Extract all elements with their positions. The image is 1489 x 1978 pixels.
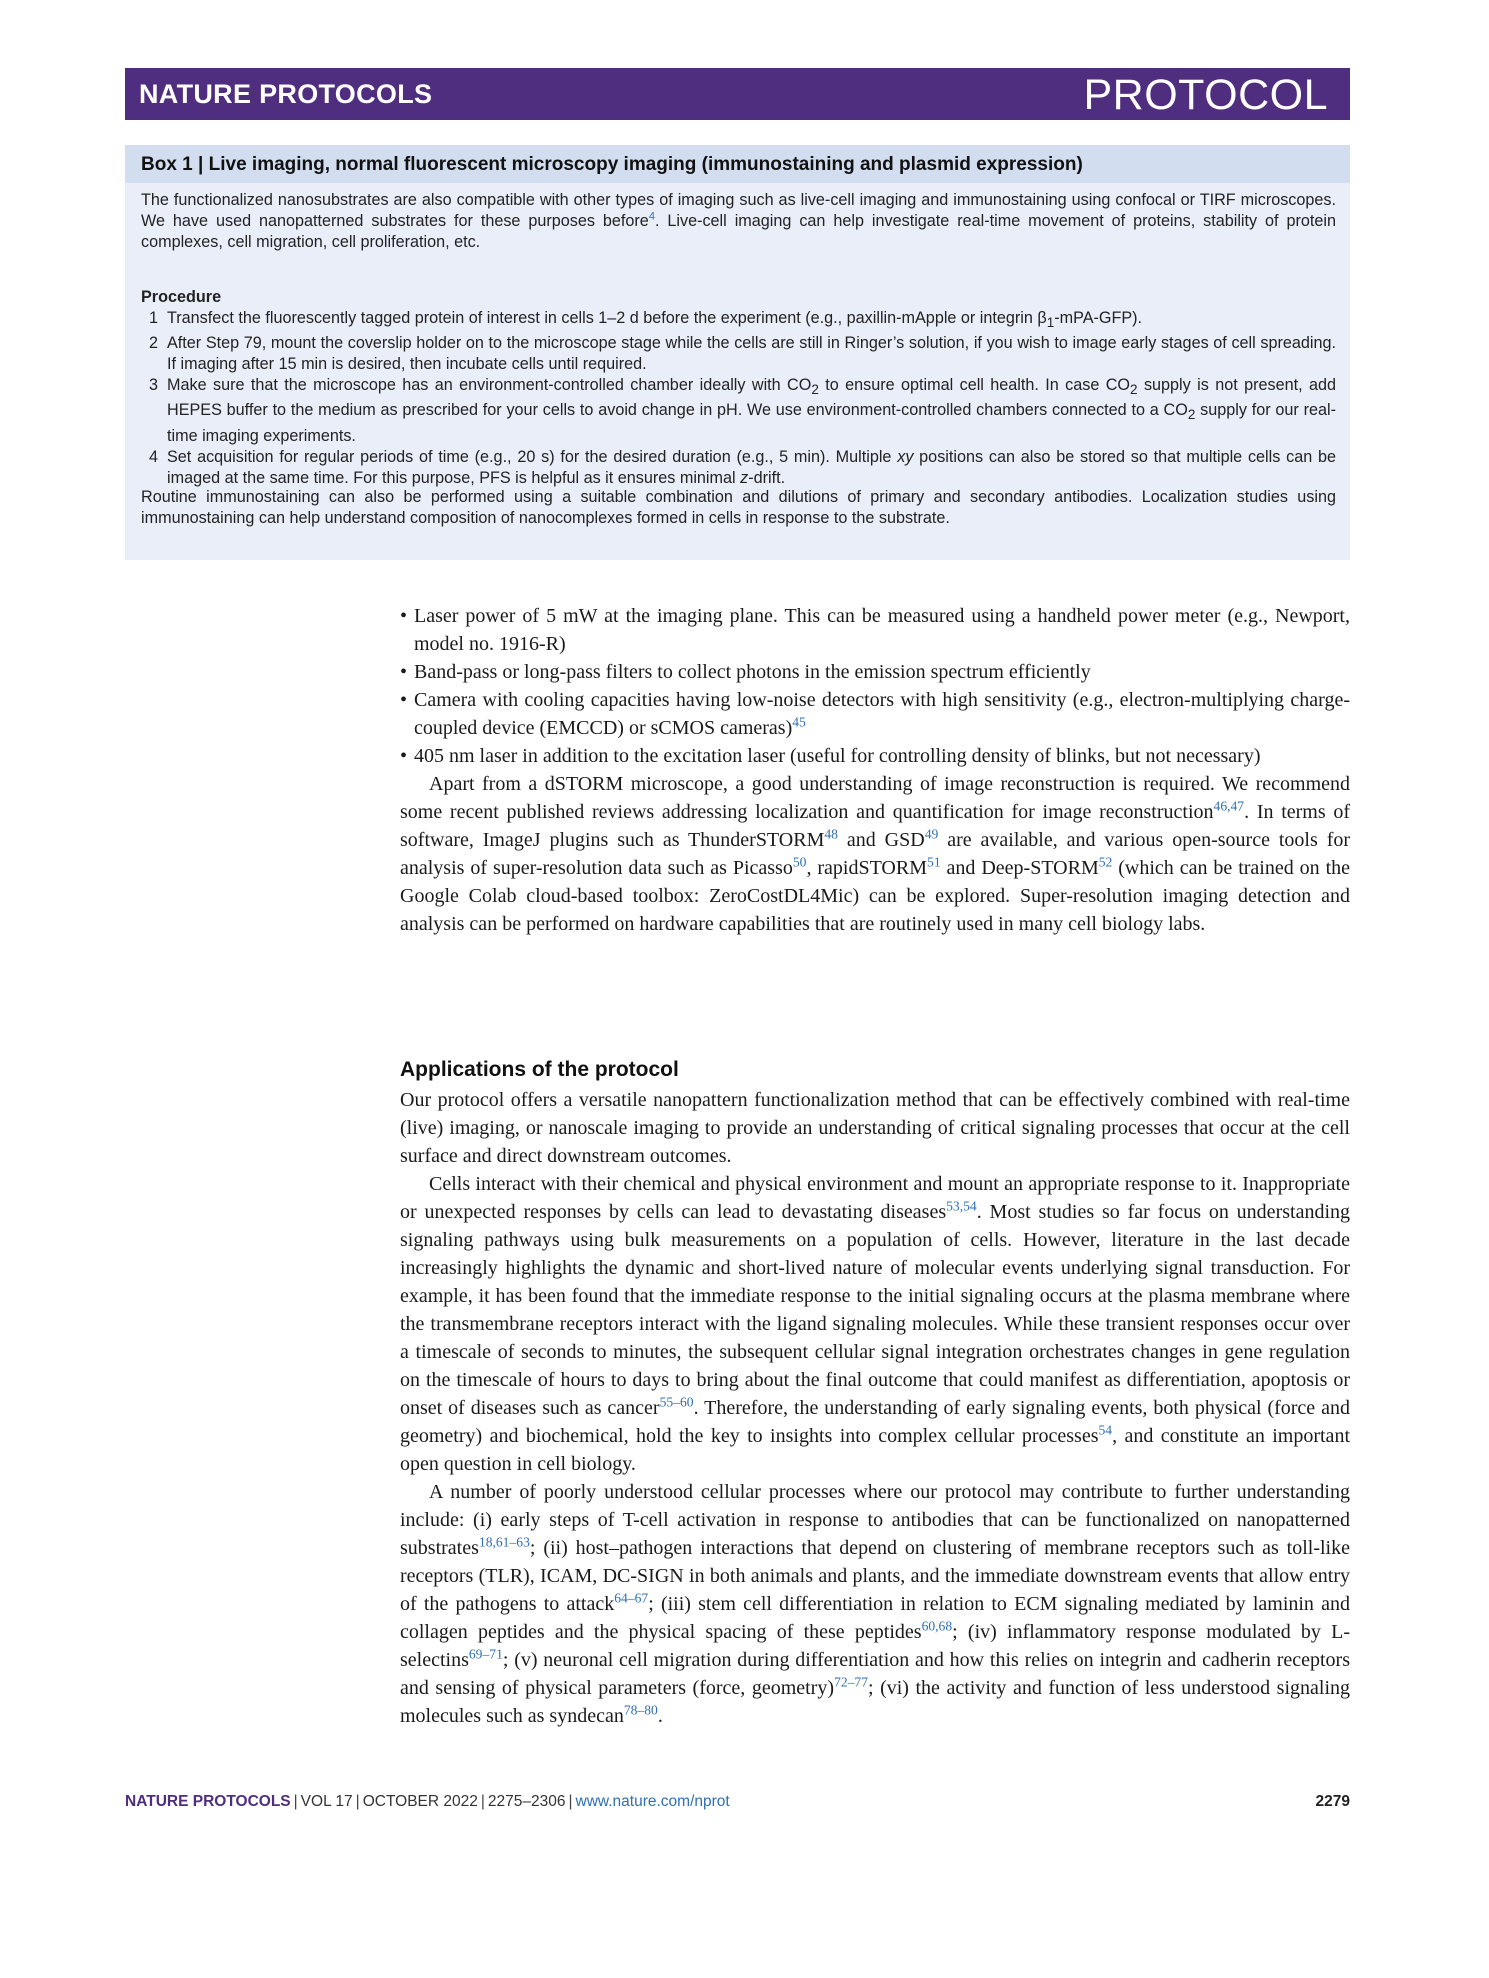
journal-name: NATURE PROTOCOLS xyxy=(139,79,433,109)
article-type: PROTOCOL xyxy=(1083,71,1328,119)
footer-url-link[interactable]: www.nature.com/nprot xyxy=(575,1793,730,1810)
paragraph: A number of poorly understood cellular processes where our protocol may contribute to further understanding include: (i) early steps of T-cell activation in response to antibodies that can be functionalized on nanopatterned substrates$^{18,61-63}$; (ii) host–pathogen interactions that depend on clustering of membrane receptors such as toll-like receptors (TLR), ICAM, DC-SIGN in both animals and plants, and the immediate downstream events that allow entry of the pathogens to attack$^{64-67}$; (iii) stem cell differentiation in relation to ECM signaling mediated by laminin and collagen peptides and the physical spacing of these peptides$^{60,68}$; (iv) inflammatory response modulated by L-selectins$^{69-71}$; (v) neuronal cell migration during differentiation and how this relies on integrin and cadherin receptors and sensing of physical parameters (force, geometry)$^{72-77}$; (vi) the activity and function of less understood signaling molecules such as syndecan$^{78-80}$. xyxy=(400,1481,1351,1727)
citation[interactable]: 72–77 xyxy=(834,1674,868,1690)
citation[interactable]: 48 xyxy=(824,826,838,842)
box-title: Box 1 | Live imaging, normal fluorescent microscopy imaging (immunostaining and plasmid expression) xyxy=(141,154,1083,175)
procedure-step: 1 Transfect the fluorescently tagged protein of interest in cells 1–2 d before the experiment (e.g., paxillin-mApple or integrin $\beta_1-mPA-GFP$). xyxy=(149,309,1143,331)
box-title-bar xyxy=(125,145,1350,183)
journal-banner xyxy=(125,68,1350,120)
procedure-steps xyxy=(141,308,1336,489)
footer-citation: NATURE PROTOCOLS | VOL 17 | OCTOBER 2022 | 2275–2306 | www.nature.com/nprot xyxy=(125,1793,730,1810)
procedure-step: 2 After Step 79, mount the coverslip holder on to the microscope stage while the cells are still in Ringer’s solution, if you wish to image early stages of cell spreading. If imaging after 15 min is desired, then incubate cells until required. xyxy=(149,334,1336,374)
procedure-heading: Procedure xyxy=(141,288,222,306)
citation[interactable]: 51 xyxy=(927,854,941,870)
applications-section xyxy=(400,1086,1350,1730)
procedure-step: 3 Make sure that the microscope has an environment-controlled chamber ideally with $CO_2$ to ensure optimal cell health. In case $CO_2$ supply is not present, add HEPES buffer to the medium as prescribed for your cells to avoid change in pH. We use environment-controlled chambers connected to a $CO_2$ supply for our real-time imaging experiments. xyxy=(149,376,1336,445)
citation[interactable]: 78–80 xyxy=(623,1702,658,1718)
footer-journal: NATURE PROTOCOLS xyxy=(125,1793,291,1810)
list-item: • 405 nm laser in addition to the excitation laser (useful for controlling density of blinks, but not necessary) xyxy=(400,745,1261,767)
citation[interactable]: 64–67 xyxy=(614,1590,649,1606)
citation[interactable]: 52 xyxy=(1098,854,1113,870)
citation[interactable]: 45 xyxy=(792,714,806,730)
section-heading: Applications of the protocol xyxy=(400,1058,679,1081)
citation[interactable]: 53,54 xyxy=(946,1198,977,1214)
citation[interactable]: 18,61–63 xyxy=(478,1534,530,1550)
citation[interactable]: 4 xyxy=(648,210,655,223)
citation[interactable]: 49 xyxy=(924,826,939,842)
page-number: 2279 xyxy=(1315,1793,1350,1810)
citation[interactable]: 60,68 xyxy=(921,1618,953,1634)
equipment-list xyxy=(400,602,1350,938)
box-1 xyxy=(125,145,1350,560)
footer-pages: 2275–2306 xyxy=(487,1793,566,1810)
footer-volume: VOL 17 xyxy=(300,1793,353,1810)
citation[interactable]: 54 xyxy=(1098,1422,1113,1438)
paragraph: Our protocol offers a versatile nanopattern functionalization method that can be effectively combined with real-time (live) imaging, or nanoscale imaging to provide an understanding of critical signaling processes that occur at the cell surface and direct downstream outcomes. xyxy=(400,1089,1350,1167)
paragraph: Cells interact with their chemical and physical environment and mount an appropriate response to it. Inappropriate or unexpected responses by cells can lead to devastating diseases$^{53,54}$. Most studies so far focus on understanding signaling pathways using bulk measurements on a population of cells. However, literature in the last decade increasingly highlights the dynamic and short-lived nature of molecular events underlying signal transduction. For example, it has been found that the immediate response to the initial signaling occurs at the plasma membrane where the transmembrane receptors interact with the ligand signaling molecules. While these transient responses occur over a timescale of seconds to minutes, the subsequent cellular signal integration orchestrates changes in gene regulation on the timescale of hours to days to bring about the final outcome that could manifest as differentiation, apoptosis or onset of diseases such as cancer$^{55-60}$. Therefore, the understanding of early signaling events, both physical (force and geometry) and biochemical, hold the key to insights into complex cellular processes$^{54}$, and constitute an important open question in cell biology. xyxy=(400,1173,1351,1475)
dstorm-paragraph: Apart from a dSTORM microscope, a good understanding of image reconstruction is required. We recommend some recent published reviews addressing localization and quantification for image reconstruction$^{46,47}$. In terms of software, ImageJ plugins such as ThunderSTORM$^{48}$ and GSD$^{49}$ are available, and various open-source tools for analysis of super-resolution data such as Picasso$^{50}$, rapidSTORM$^{51}$ and Deep-STORM$^{52}$ (which can be trained on the Google Colab cloud-based toolbox: ZeroCostDL4Mic) can be explored. Super-resolution imaging detection and analysis can be performed on hardware capabilities that are routinely used in many cell biology labs. xyxy=(400,773,1351,935)
footer-date: OCTOBER 2022 xyxy=(362,1793,478,1810)
citation[interactable]: 46,47 xyxy=(1213,798,1245,814)
list-item: • Camera with cooling capacities having low-noise detectors with high sensitivity (e.g., electron-multiplying charge-coupled device (EMCCD) or sCMOS cameras)$^{45}$ xyxy=(400,689,1350,739)
citation[interactable]: 50 xyxy=(792,854,807,870)
list-item: • Band-pass or long-pass filters to collect photons in the emission spectrum efficiently xyxy=(400,661,1091,683)
box-outro: Routine immunostaining can also be performed using a suitable combination and dilutions of primary and secondary antibodies. Localization studies using immunostaining can help understand composition of nanocomplexes formed in cells in response to the substrate. xyxy=(141,488,1336,527)
citation[interactable]: 69–71 xyxy=(468,1646,503,1662)
citation[interactable]: 55–60 xyxy=(659,1394,694,1410)
list-item: • Laser power of 5 mW at the imaging plane. This can be measured using a handheld power meter (e.g., Newport, model no. 1916-R) xyxy=(400,605,1350,655)
box-intro: The functionalized nanosubstrates are also compatible with other types of imaging such as live-cell imaging and immunostaining using confocal or TIRF microscopes. We have used nanopatterned substrates for these purposes before$^4$. Live-cell imaging can help investigate real-time movement of proteins, stability of protein complexes, cell migration, cell proliferation, etc. xyxy=(141,191,1336,251)
procedure-step: 4 Set acquisition for regular periods of time (e.g., 20 s) for the desired duration (e.g., 5 min). Multiple xy positions can also be stored so that multiple cells can be imaged at the same time. For this purpose, PFS is helpful as it ensures minimal z-drift. xyxy=(149,447,1336,487)
